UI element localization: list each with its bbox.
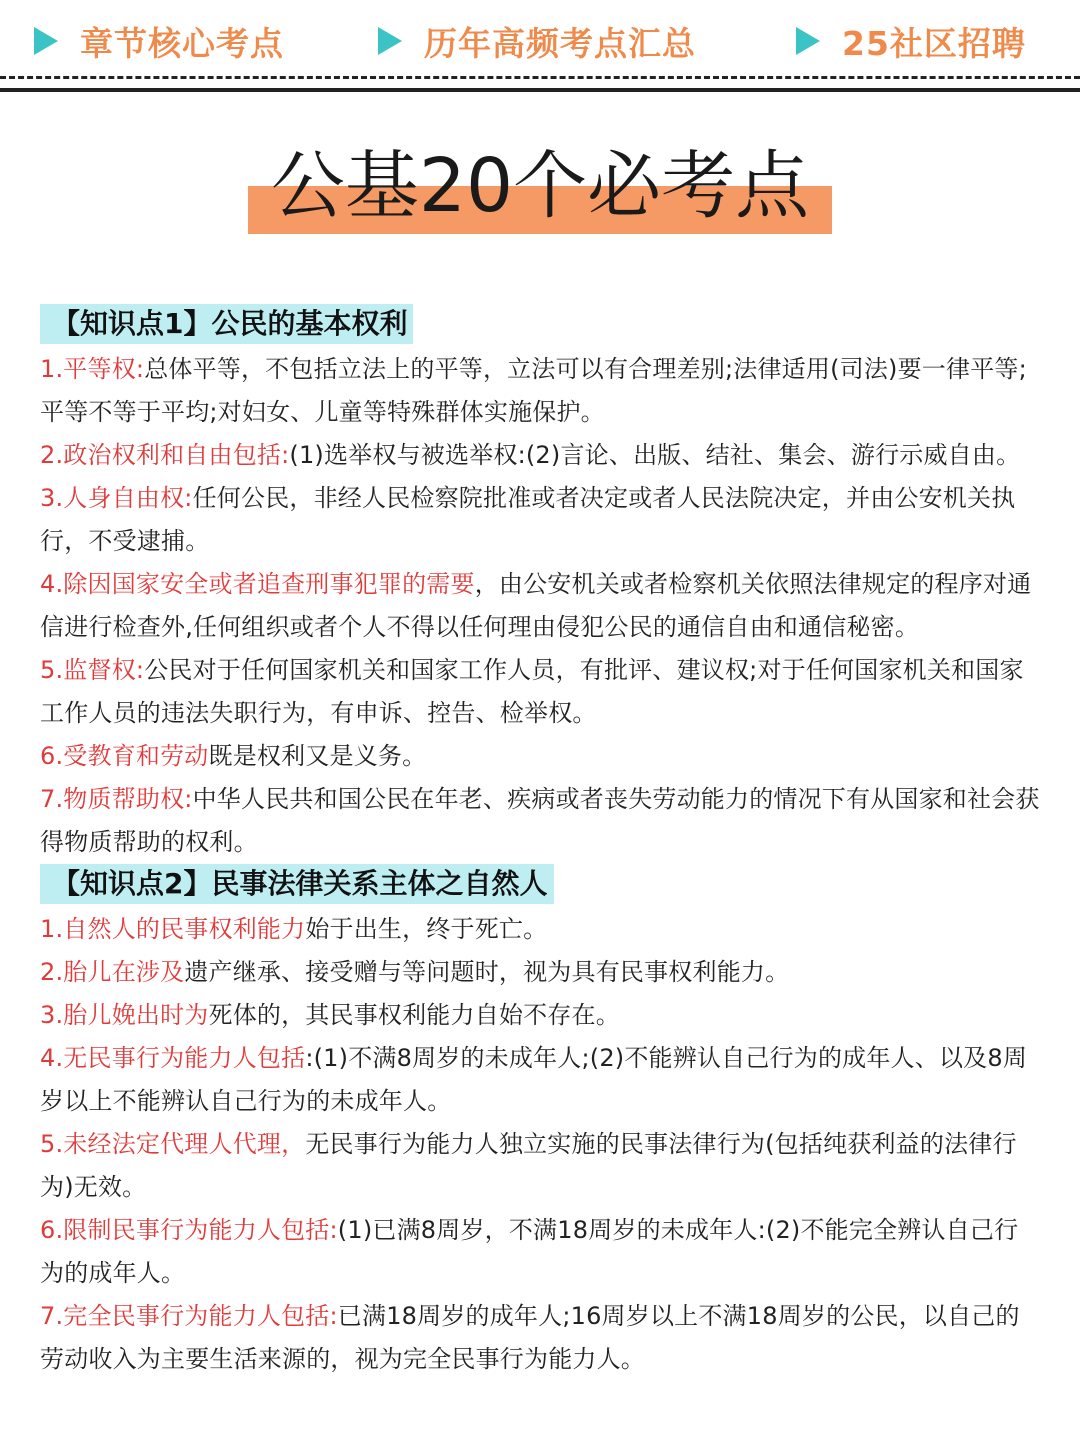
item-text: 始于出生，终于死亡。 <box>305 915 548 943</box>
item-text: 总体平等，不包括立法上的平等，立法可以有合理差别;法律适用(司法)要一律平等;平等不等于平均;对妇女、儿童等特殊群体实施保护。 <box>40 355 1027 426</box>
item-text: 中华人民共和国公民在年老、疾病或者丧失劳动能力的情况下有从国家和社会获得物质帮助的权利。 <box>40 785 1040 856</box>
item-text: :(1)不满8周岁的未成年人;(2)不能辨认自己行为的成年人、以及8周岁以上不能辨认自己行为的未成年人。 <box>40 1044 1028 1115</box>
tab-high-frequency[interactable] <box>378 18 696 64</box>
list-item <box>40 951 1040 994</box>
item-highlight: 4.除因国家安全或者追查刑事犯罪的需要 <box>40 570 475 598</box>
list-item <box>40 1209 1040 1295</box>
item-text: 无民事行为能力人独立实施的民事法律行为(包括纯获利益的法律行为)无效。 <box>40 1130 1017 1201</box>
page-title: 公基20个必考点 <box>270 143 810 229</box>
section-heading: 【知识点1】公民的基本权利 <box>40 304 413 344</box>
list-item <box>40 649 1040 735</box>
tab-community-recruit[interactable] <box>796 18 1026 64</box>
item-highlight: 5.监督权: <box>40 656 145 684</box>
section-heading: 【知识点2】民事法律关系主体之自然人 <box>40 864 554 904</box>
solid-divider <box>0 88 1080 92</box>
item-text: 既是权利又是义务。 <box>208 742 427 770</box>
list-item <box>40 908 1040 951</box>
item-highlight: 5.未经法定代理人代理， <box>40 1130 306 1158</box>
tab-chapter-core[interactable] <box>34 18 284 64</box>
item-highlight: 4.无民事行为能力人包括 <box>40 1044 306 1072</box>
item-text: ，由公安机关或者检察机关依照法律规定的程序对通信进行检查外,任何组织或者个人不得以任何理由侵犯公民的通信自由和通信秘密。 <box>40 570 1032 641</box>
dashed-divider <box>0 76 1080 79</box>
item-highlight: 1.自然人的民事权利能力 <box>40 915 306 943</box>
list-item <box>40 434 1040 477</box>
item-text: (1)已满8周岁，不满18周岁的未成年人:(2)不能完全辨认自己行为的成年人。 <box>40 1216 1019 1287</box>
list-item <box>40 994 1040 1037</box>
item-text: 已满18周岁的成年人;16周岁以上不满18周岁的公民，以自己的劳动收入为主要生活来源的，视为完全民事行为能力人。 <box>40 1302 1020 1373</box>
list-item <box>40 1295 1040 1381</box>
list-item <box>40 348 1040 434</box>
tab-label: 25社区招聘 <box>842 23 1026 63</box>
item-highlight: 3.人身自由权: <box>40 484 193 512</box>
list-item <box>40 477 1040 563</box>
tab-label: 章节核心考点 <box>80 23 284 63</box>
item-highlight: 7.完全民事行为能力人包括: <box>40 1302 338 1330</box>
play-triangle-icon <box>796 27 820 55</box>
item-highlight: 7.物质帮助权: <box>40 785 193 813</box>
item-highlight: 1.平等权: <box>40 355 145 383</box>
list-item <box>40 1123 1040 1209</box>
item-highlight: 3.胎儿娩出时为 <box>40 1001 209 1029</box>
item-text: 公民对于任何国家机关和国家工作人员，有批评、建议权;对于任何国家机关和国家工作人员的违法失职行为，有申诉、控告、检举权。 <box>40 656 1024 727</box>
item-highlight: 6.限制民事行为能力人包括: <box>40 1216 338 1244</box>
play-triangle-icon <box>34 27 58 55</box>
item-text: 遗产继承、接受赠与等问题时，视为具有民事权利能力。 <box>184 958 790 986</box>
item-highlight: 6.受教育和劳动 <box>40 742 209 770</box>
list-item <box>40 778 1040 864</box>
item-text: 死体的，其民事权利能力自始不存在。 <box>208 1001 620 1029</box>
page-title-block <box>248 140 832 236</box>
top-banner <box>0 0 1080 92</box>
list-item <box>40 1037 1040 1123</box>
main-content <box>40 300 1040 1381</box>
item-text: 任何公民，非经人民检察院批准或者决定或者人民法院决定，并由公安机关执行，不受逮捕。 <box>40 484 1016 555</box>
tab-label: 历年高频考点汇总 <box>424 23 696 63</box>
item-highlight: 2.胎儿在涉及 <box>40 958 185 986</box>
list-item <box>40 563 1040 649</box>
play-triangle-icon <box>378 27 402 55</box>
item-highlight: 2.政治权利和自由包括: <box>40 441 290 469</box>
item-text: (1)选举权与被选举权:(2)言论、出版、结社、集会、游行示威自由。 <box>289 441 1021 469</box>
list-item <box>40 735 1040 778</box>
